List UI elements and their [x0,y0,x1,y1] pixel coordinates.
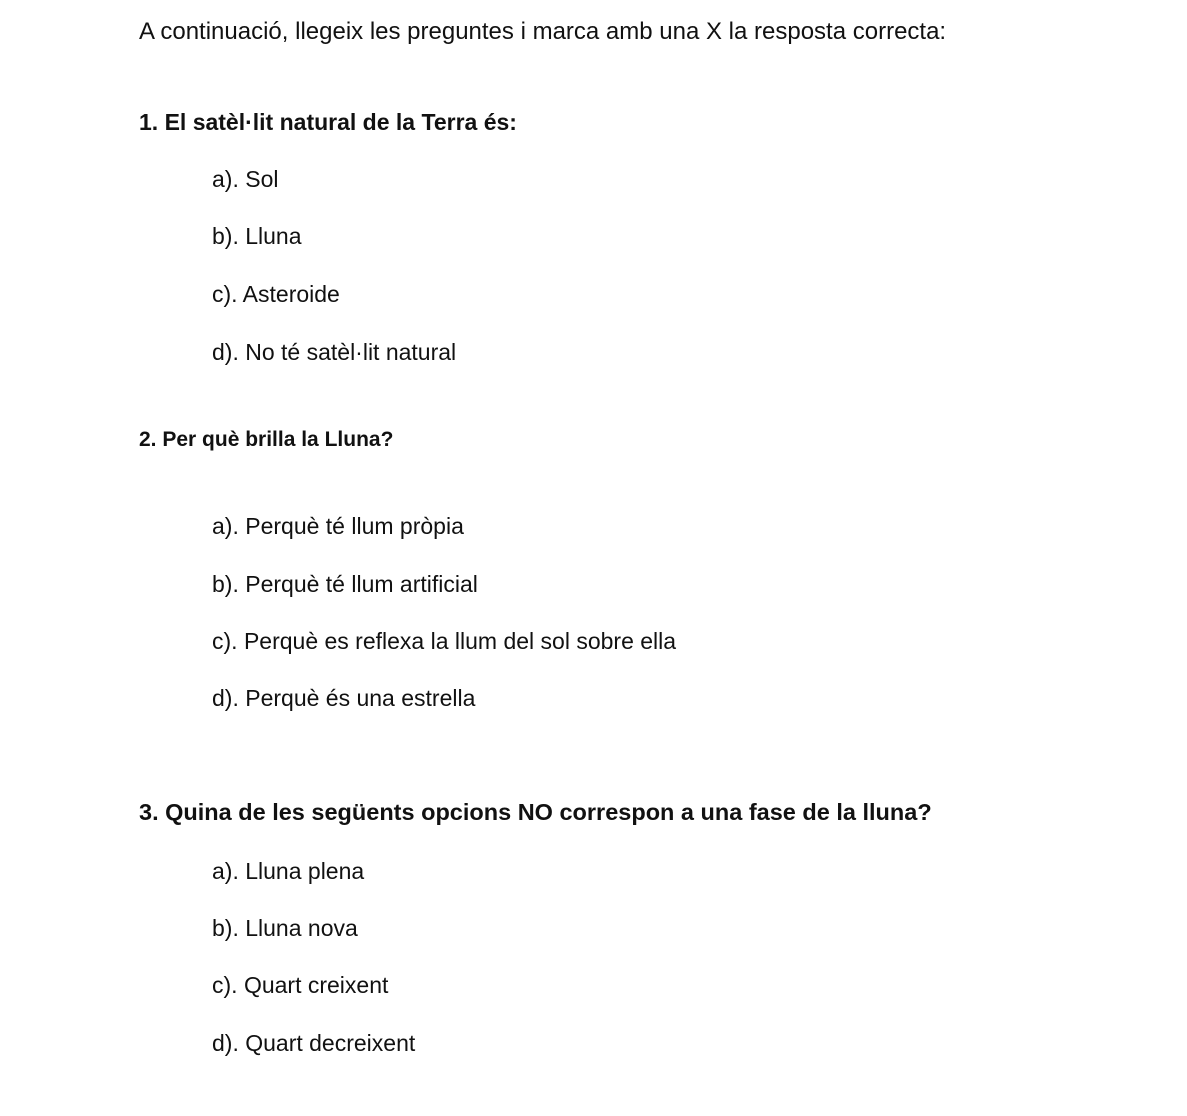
question-1-option-a[interactable]: a). Sol [212,166,279,192]
question-1-prompt: 1. El satèl·lit natural de la Terra és: [139,109,517,135]
question-3-option-b[interactable]: b). Lluna nova [212,915,358,941]
question-3-option-a[interactable]: a). Lluna plena [212,858,365,884]
question-2-prompt: 2. Per què brilla la Lluna? [139,428,394,451]
question-1-option-c[interactable]: c). Asteroide [212,281,340,307]
question-1-option-d[interactable]: d). No té satèl·lit natural [212,339,457,365]
question-2-option-c[interactable]: c). Perquè es reflexa la llum del sol sobre ella [212,628,677,654]
question-3-option-d[interactable]: d). Quart decreixent [212,1030,416,1056]
question-1-option-b[interactable]: b). Lluna [212,223,302,249]
question-2-option-b[interactable]: b). Perquè té llum artificial [212,571,478,597]
question-3-option-c[interactable]: c). Quart creixent [212,972,389,998]
question-3-prompt: 3. Quina de les següents opcions NO correspon a una fase de la lluna? [139,799,932,825]
instructions: A continuació, llegeix les preguntes i marca amb una X la resposta correcta: [139,18,947,45]
question-2-option-d[interactable]: d). Perquè és una estrella [212,685,476,711]
question-2-option-a[interactable]: a). Perquè té llum pròpia [212,513,464,539]
